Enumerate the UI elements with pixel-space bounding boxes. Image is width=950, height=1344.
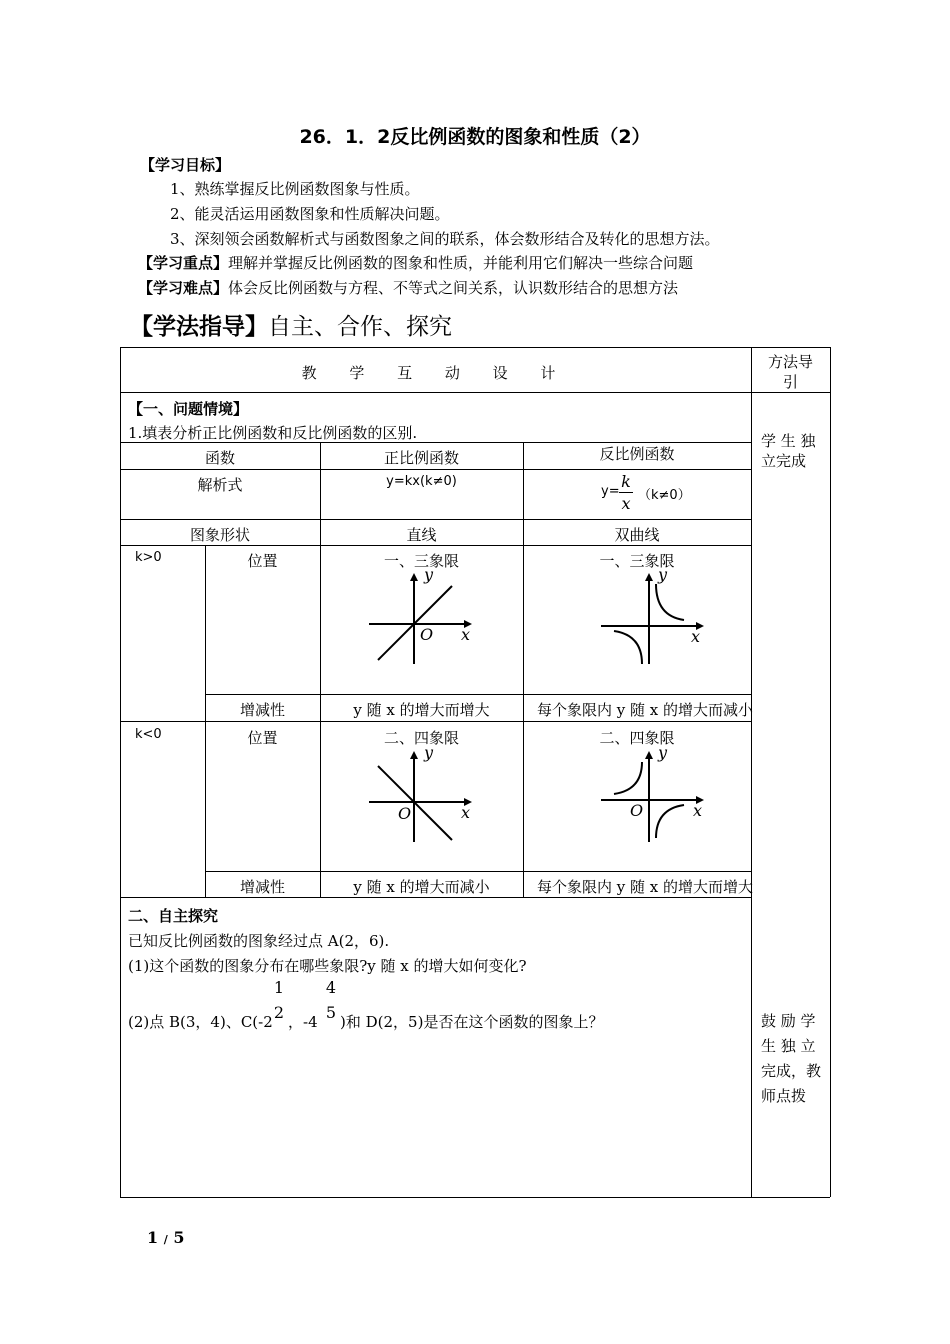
row-expr-label: 解析式 [197,476,243,494]
k-positive-label: k>0 [135,550,162,565]
section2-given: 已知反比例函数的图象经过点 A(2，6). [128,932,390,950]
axis-x-label: x [461,625,471,644]
inverse-expr-den: x [621,494,631,513]
guide-text: 自主、合作、探究 [268,314,452,340]
method-note-1-line1: 学 生 独 [761,432,816,450]
page-number [147,1228,184,1247]
difficulty-label: 【学习难点】 [138,279,229,297]
graph-inverse-kpos [596,566,716,666]
origin-label: O [398,804,412,823]
monotonic-label: 增减性 [239,701,285,719]
kneg-inverse-monotonic: 每个象限内 y 随 x 的增大而增大 [537,878,754,896]
inverse-expr-prefix: y= [601,484,620,499]
kpos-direct-monotonic: y 随 x 的增大而增大 [353,701,490,719]
kneg-direct-monotonic: y 随 x 的增大而减小 [353,878,490,896]
section1-task: 1.填表分析正比例函数和反比例函数的区别. [128,424,418,442]
key-point-label: 【学习重点】 [138,254,229,272]
graph-inverse-kneg [596,744,716,844]
kneg-inverse-position: 二、四象限 [599,729,675,747]
axis-x-label: x [693,801,703,820]
fraction1-numerator: 1 [273,978,285,997]
position-label: 位置 [247,729,278,747]
method-note-2-line1: 鼓 励 学 [761,1012,816,1030]
axis-y-label: y [658,566,668,584]
inverse-expr-fraction [619,472,633,513]
section2-question2-part3: )和 D(2，5)是否在这个函数的图象上？ [340,1013,604,1031]
difficulty-text: 体会反比例函数与方程、不等式之间关系，认识数形结合的思想方法 [228,279,679,297]
method-note-2-line2: 生 独 立 [761,1037,816,1055]
objective-item: 1、熟练掌握反比例函数图象与性质。 [170,180,420,198]
study-guide [130,308,452,341]
monotonic-label: 增减性 [239,878,285,896]
section1-title: 【一、问题情境】 [128,400,249,418]
fraction2-numerator: 4 [325,978,337,997]
kneg-direct-position: 二、四象限 [383,729,459,747]
fraction-four-fifths [324,978,338,1022]
k-negative-label: k<0 [135,727,162,742]
header-design: 教 学 互 动 设 计 [301,364,570,382]
axis-y-label: y [658,744,668,762]
col-inverse: 反比例函数 [599,445,675,463]
axis-x-label: x [461,803,471,822]
col-function: 函数 [204,449,235,467]
origin-label: O [420,625,434,644]
direct-expr: y=kx(k≠0) [386,474,457,489]
axis-x-label: x [691,627,701,646]
fraction2-denominator: 5 [325,1003,337,1022]
kpos-direct-position: 一、三象限 [383,552,459,570]
objectives-heading: 【学习目标】 [140,156,231,174]
objective-item: 2、能灵活运用函数图象和性质解决问题。 [170,205,450,223]
key-point-text: 理解并掌握反比例函数的图象和性质，并能利用它们解决一些综合问题 [228,254,694,272]
position-label: 位置 [247,552,278,570]
col-direct: 正比例函数 [383,449,459,467]
inverse-expr-num: k [621,472,631,491]
graph-direct-kneg [364,744,484,844]
fraction-one-half [272,978,286,1022]
objective-item: 3、深刻领会函数解析式与函数图象之间的联系，体会数形结合及转化的思想方法。 [170,230,720,248]
header-method-line2: 引 [782,373,798,391]
key-point [138,252,693,273]
axis-y-label: y [424,566,434,584]
method-note-2-line3: 完成，教 [761,1062,822,1080]
graph-direct-kpos [364,566,484,666]
header-method-line1: 方法导 [767,353,813,371]
row-shape-label: 图象形状 [189,526,250,544]
inverse-expr-suffix: （k≠0） [638,488,691,503]
inverse-shape: 双曲线 [614,526,660,544]
guide-label: 【学法指导】 [130,314,268,340]
method-note-2-line4: 师点拨 [761,1087,807,1105]
origin-label: O [630,801,644,820]
section2-question1: (1)这个函数的图象分布在哪些象限?y 随 x 的增大如何变化? [128,957,527,975]
kpos-inverse-monotonic: 每个象限内 y 随 x 的增大而减小 [537,701,754,719]
section2-title: 二、自主探究 [128,907,219,925]
page-separator: / [163,1233,168,1246]
section2-question2-part1: (2)点 B(3，4)、C(-2 [128,1013,273,1031]
axis-y-label: y [424,744,434,762]
kpos-inverse-position: 一、三象限 [599,552,675,570]
section2-question2-part2: ，-4 [288,1013,318,1031]
fraction1-denominator: 2 [273,1003,285,1022]
page-title: 26．1．2反比例函数的图象和性质（2） [299,126,651,148]
page-current: 1 [147,1228,159,1247]
difficulty [138,277,678,298]
direct-shape: 直线 [406,526,437,544]
method-note-1-line2: 立完成 [761,452,807,470]
page-total: 5 [173,1228,185,1247]
